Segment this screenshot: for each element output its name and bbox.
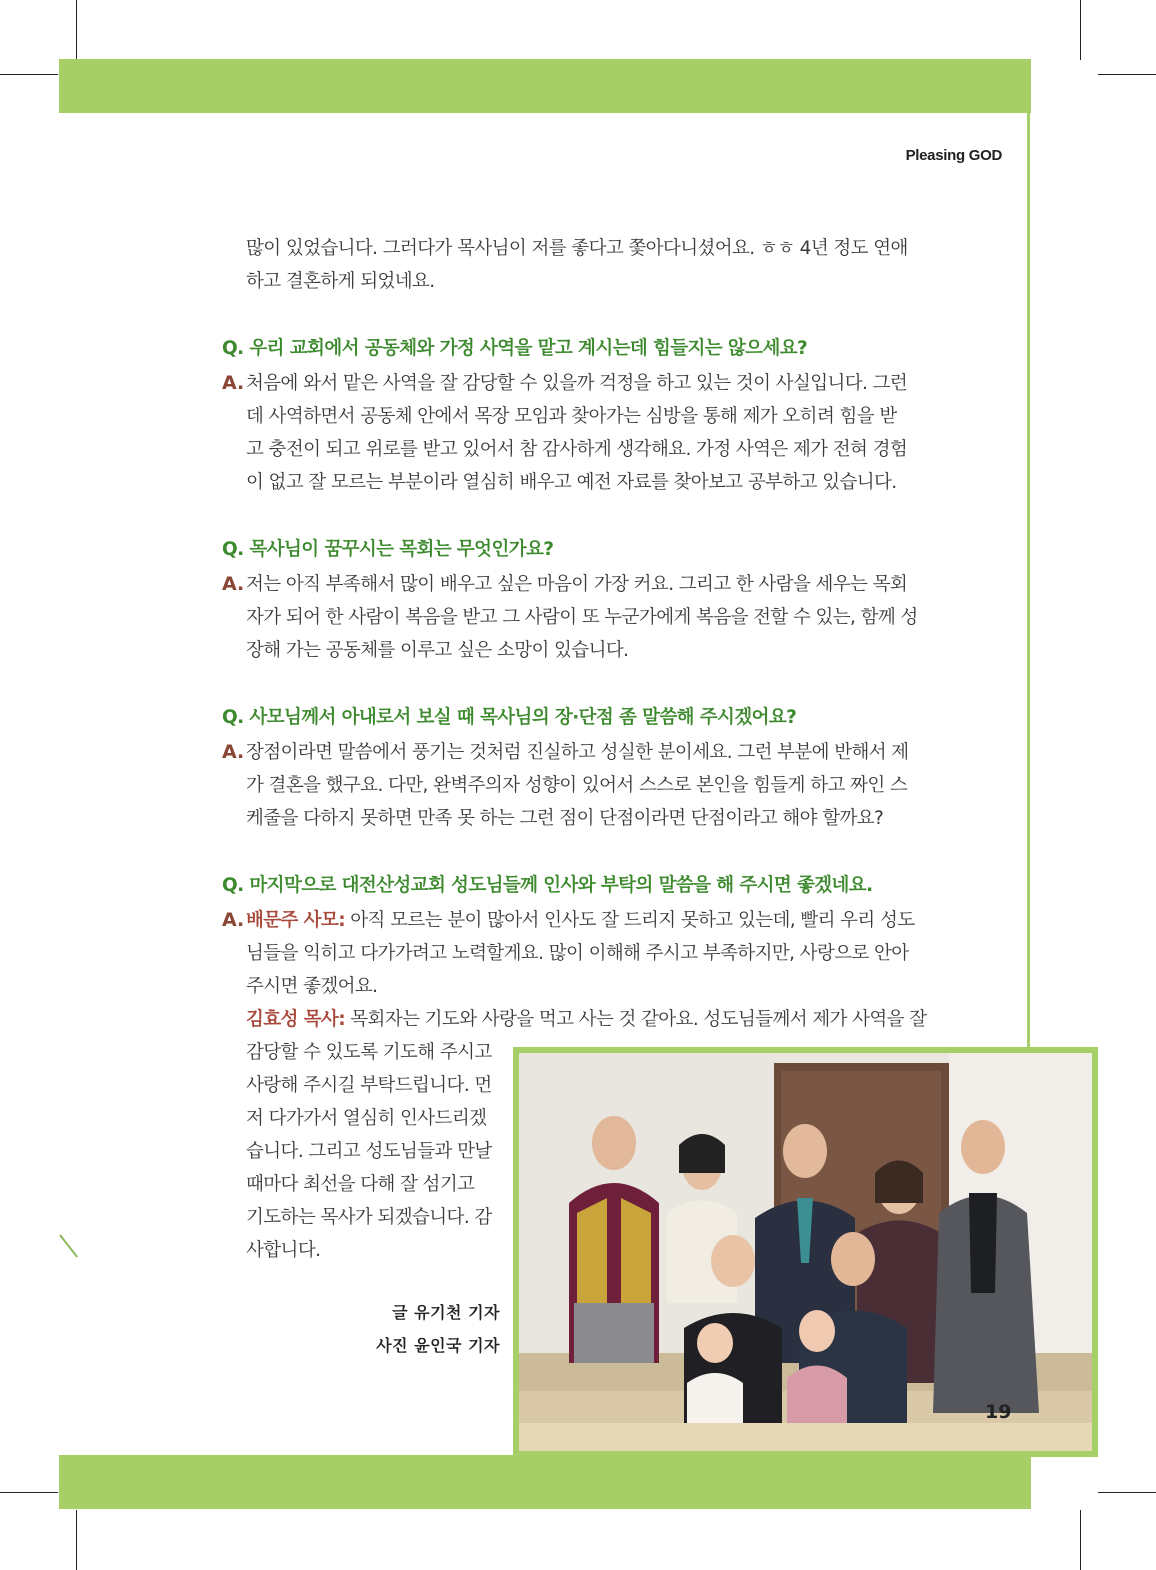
answer-line: 케줄을 다하지 못하면 만족 못 하는 그런 점이 단점이라면 단점이라고 해야 할까요? [246,808,884,829]
top-band [59,59,1031,113]
answer-line: 장점이라면 말씀에서 풍기는 것처럼 진실하고 성실한 분이세요. 그런 부분에 반해서 제 [246,742,909,763]
page-number: 19 [985,1401,1012,1423]
bottom-band [59,1455,1031,1509]
crop-mark [1080,0,1081,60]
answer-mark: A. [222,372,245,394]
speaker-name: 배문주 사모: [246,910,345,931]
question: Q. 목사님이 꿈꾸시는 목회는 무엇인가요? [222,539,554,560]
crop-mark [76,0,77,60]
crop-mark [1098,1492,1156,1493]
question: Q. 마지막으로 대전산성교회 성도님들께 인사와 부탁의 말씀을 해 주시면 좋겠네요. [222,875,873,896]
crop-mark [1098,74,1156,75]
answer-line: 저는 아직 부족해서 많이 배우고 싶은 마음이 가장 커요. 그리고 한 사람을 세우는 목회 [246,574,908,595]
answer-line: 사합니다. [246,1240,321,1261]
answer-line: 주시면 좋겠어요. [246,976,378,997]
answer-line: 자가 되어 한 사람이 복음을 받고 그 사람이 또 누군가에게 복음을 전할 수 있는, 함께 성 [246,607,918,628]
answer-line: 가 결혼을 했구요. 다만, 완벽주의자 성향이 있어서 스스로 본인을 힘들게 하고 짜인 스 [246,775,908,796]
group-photo-illustration [519,1053,1092,1451]
decorative-slash [59,1234,78,1257]
group-photo-frame [513,1047,1098,1457]
intro-line: 하고 결혼하게 되었네요. [246,271,435,292]
answer-line: 고 충전이 되고 위로를 받고 있어서 참 감사하게 생각해요. 가정 사역은 제가 전혀 경험 [246,439,908,460]
answer-mark: A. [222,573,245,595]
speaker-name: 김효성 목사: [246,1009,345,1030]
crop-mark [76,1510,77,1570]
qa-block [222,533,934,667]
answer-line: 처음에 와서 맡은 사역을 잘 감당할 수 있을까 걱정을 하고 있는 것이 사실입니다. 그런 [246,373,908,394]
group-photo [519,1053,1092,1451]
answer [222,367,934,499]
credits [376,1296,500,1362]
answer-line: 때마다 최선을 다해 잘 섬기고 [246,1174,475,1195]
answer-line: 김효성 목사: 목회자는 기도와 사랑을 먹고 사는 것 같아요. 성도님들께서 제가 사역을 잘 [246,1009,927,1030]
qa-block [222,332,934,499]
answer-line: 데 사역하면서 공동체 안에서 목장 모임과 찾아가는 심방을 통해 제가 오히려 힘을 받 [246,406,897,427]
answer-line: 이 없고 잘 모르는 부분이라 열심히 배우고 예전 자료를 찾아보고 공부하고 있습니다. [246,472,897,493]
answer-line: 저 다가가서 열심히 인사드리겠 [246,1108,487,1129]
answer-line: 습니다. 그리고 성도님들과 만날 [246,1141,492,1162]
intro-line: 많이 있었습니다. 그러다가 목사님이 저를 좋다고 쫓아다니셨어요. ㅎㅎ 4년 정도 연애 [246,238,908,259]
right-rule [1027,113,1030,1048]
photographer-credit: 사진 윤인국 기자 [376,1336,500,1355]
section-label: Pleasing GOD [905,147,1002,164]
answer-mark: A. [222,909,245,931]
closing-column [246,1036,501,1267]
answer-line: 님들을 익히고 다가가려고 노력할게요. 많이 이해해 주시고 부족하지만, 사랑으로 안아 [246,943,909,964]
answer-line: 사랑해 주시길 부탁드립니다. 먼 [246,1075,492,1096]
answer [222,568,934,667]
answer-line: 배문주 사모: 아직 모르는 분이 많아서 인사도 잘 드리지 못하고 있는데, 빨리 우리 성도 [246,910,915,931]
answer-line: 기도하는 목사가 되겠습니다. 감 [246,1207,492,1228]
question: Q. 사모님께서 아내로서 보실 때 목사님의 장·단점 좀 말씀해 주시겠어요? [222,707,797,728]
question: Q. 우리 교회에서 공동체와 가정 사역을 맡고 계시는데 힘들지는 않으세요? [222,338,808,359]
answer-line: 장해 가는 공동체를 이루고 싶은 소망이 있습니다. [246,640,629,661]
answer [222,736,934,835]
answer-line: 감당할 수 있도록 기도해 주시고 [246,1042,492,1063]
qa-block [222,701,934,835]
crop-mark [0,74,58,75]
crop-mark [0,1492,58,1493]
writer-credit: 글 유기천 기자 [392,1303,500,1322]
answer-mark: A. [222,741,245,763]
crop-mark [1080,1510,1081,1570]
